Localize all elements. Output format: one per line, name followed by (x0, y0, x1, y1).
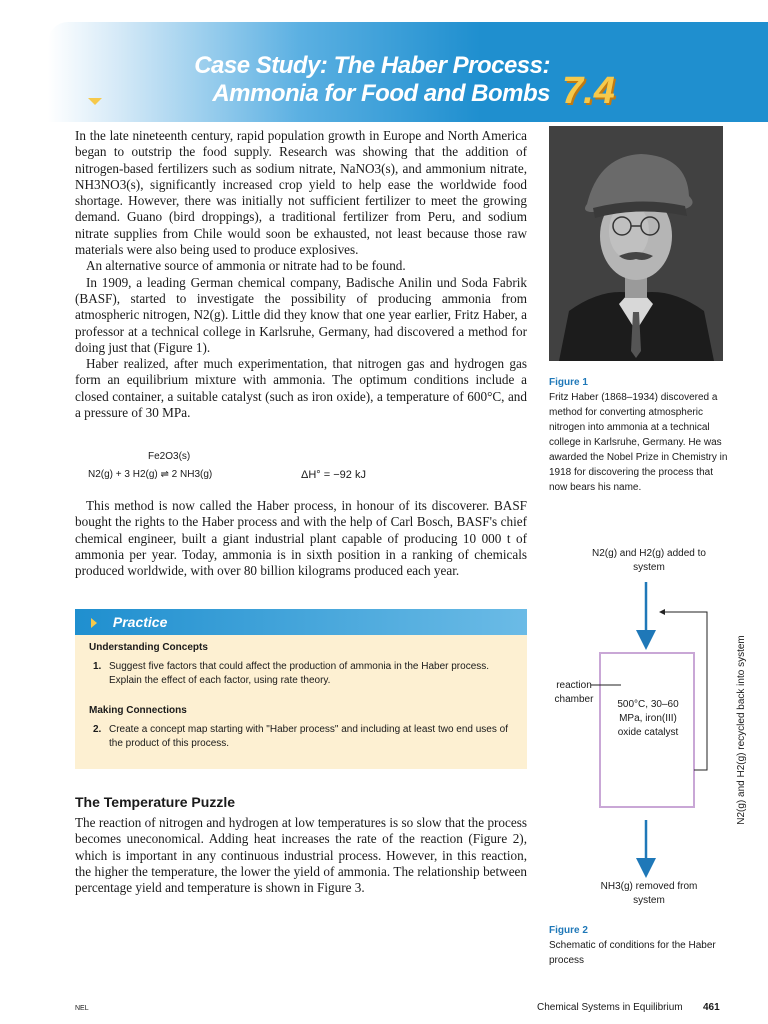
portrait-image (549, 126, 723, 361)
section-number: 7.4 (562, 70, 615, 112)
section-heading: The Temperature Puzzle (75, 794, 236, 810)
figure-1-text: Fritz Haber (1868–1934) discovered a method for converting atmospheric nitrogen into ammonia at a technical college in Karlsruhe, Germany. He was awarded the Nobel Prize in Chemistry in 1918 for discovering the process that now bears his name. (549, 392, 728, 493)
paragraph-4: Haber realized, after much experimentation, that nitrogen gas and hydrogen gas form an equilibrium mixture with ammonia. The optimum conditions include a closed container, a suitable catalyst (such as iron oxide), a temperature of 600°C, and a pressure of 30 MPa. (75, 356, 527, 421)
practice-question-1 (93, 660, 513, 688)
paragraph-5: This method is now called the Haber process, in honour of its discoverer. BASF bought the rights to the Haber process and with the help of Carl Bosch, BASF's chief chemical engineer, built a giant industrial plant capable of producing 10 000 t of ammonia per year. Today, ammonia is in sixth position in a ranking of chemicals produced worldwide, with over 80 billion kilograms produced each year. (75, 498, 527, 579)
output-label: NH3(g) removed from system (600, 881, 698, 906)
equation-enthalpy: ΔH° = −92 kJ (301, 469, 366, 481)
title-line-1: Case Study: The Haber Process: (194, 52, 550, 79)
haber-equation (88, 451, 508, 491)
chevron-down-icon (88, 98, 102, 105)
equation-catalyst: Fe2O3(s) (148, 451, 191, 462)
page-number: 461 (703, 1002, 720, 1013)
haber-process-diagram (549, 540, 768, 920)
paragraph-2: An alternative source of ammonia or nitrate had to be found. (86, 258, 406, 274)
practice-subheading-1: Understanding Concepts (89, 642, 208, 653)
equation-reaction: N2(g) + 3 H2(g) ⇌ 2 NH3(g) (88, 469, 213, 480)
input-label: N2(g) and H2(g) added to system (592, 548, 706, 573)
title-line-2: Ammonia for Food and Bombs (212, 80, 550, 107)
temperature-text (75, 815, 527, 896)
figure-1-caption (549, 375, 729, 495)
practice-title: Practice (112, 614, 168, 630)
recycle-label: N2(g) and H2(g) recycled back into system (736, 635, 747, 825)
figure-2-caption (549, 923, 729, 968)
chamber-label: reaction chamber (554, 680, 594, 705)
question-number: 1. (93, 661, 102, 672)
question-text: Suggest five factors that could affect the production of ammonia in the Haber process. Explain the effect of each factor, using rate theory. (109, 661, 490, 686)
practice-header (75, 609, 527, 635)
conditions-label: 500°C, 30–60 MPa, iron(III) oxide catalyst (617, 699, 679, 738)
haber-process-text (75, 498, 527, 579)
practice-box (75, 609, 527, 769)
question-text: Create a concept map starting with "Haber process" and including at least two end uses of the product of this process. (109, 724, 508, 749)
arrow-right-icon (91, 618, 97, 628)
footer-book-title: Chemical Systems in Equilibrium (537, 1002, 683, 1013)
figure-2-label: Figure 2 (549, 925, 588, 936)
paragraph-6: The reaction of nitrogen and hydrogen at low temperatures is so slow that the process becomes uneconomical. Adding heat increases the rate of the reaction (Figure 2), which is important in any continuous industrial process. However, in this reaction, the higher the temperature, the lower the yield of ammonia. The relationship between percentage yield and temperature is shown in Figure 3. (75, 815, 527, 896)
paragraph-1: In the late nineteenth century, rapid population growth in Europe and North America began to outstrip the food supply. Research was showing that the addition of nitrogen-based fertilizers such as sodium nitrate, NaNO3(s), and ammonium nitrate, NH3NO3(s), significantly increased crop yield to help ease the worldwide food shortage. However, there was initially not sufficient fertilizer to meet the growing demand. Guano (bird droppings), a traditional fertilizer from Peru, and sodium nitrate supplies from Chile would soon be exhausted, not least because those raw materials were also being used to produce explosives. (75, 128, 527, 258)
paragraph-3: In 1909, a leading German chemical company, Badische Anilin und Soda Fabrik (BASF), started to investigate the possibility of producing ammonia from atmospheric nitrogen, N2(g). Little did they know that one year earlier, Fritz Haber, a professor at a technical college in Karlsruhe, Germany, had discovered a method for doing just that (Figure 1). (75, 274, 527, 355)
intro-text (75, 128, 527, 421)
practice-question-2 (93, 723, 513, 751)
question-number: 2. (93, 724, 102, 735)
practice-subheading-2: Making Connections (89, 705, 187, 716)
figure-2-text: Schematic of conditions for the Haber process (549, 940, 716, 966)
page-title (150, 52, 550, 108)
fritz-haber-photo (549, 126, 723, 361)
figure-1-label: Figure 1 (549, 377, 588, 388)
publisher-mark: NEL (75, 1005, 89, 1012)
